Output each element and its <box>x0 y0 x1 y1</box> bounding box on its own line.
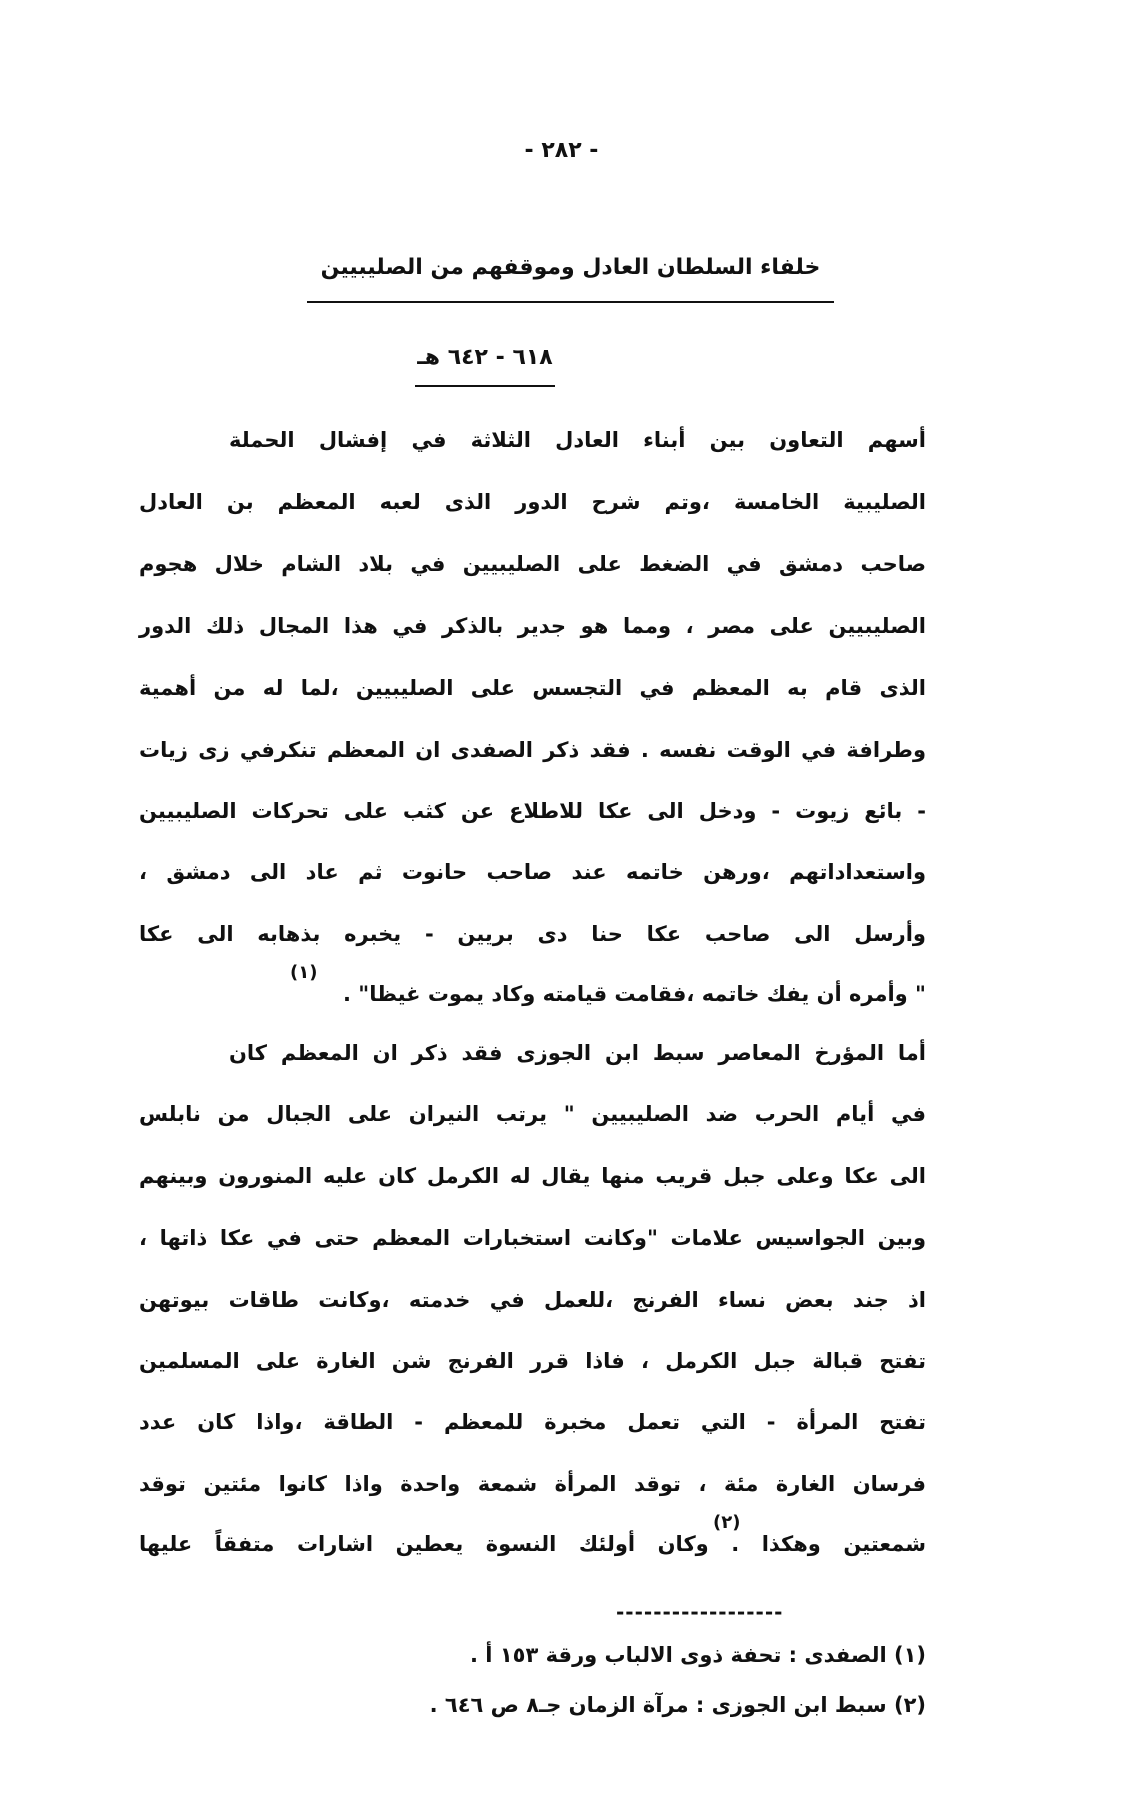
body-line: الصليبيين على مصر ، ومما هو جدير بالذكر في هذا المجال ذلك الدور <box>139 614 926 638</box>
body-line: فرسان الغارة مئة ، توقد المرأة شمعة واحدة واذا كانوا مئتين توقد <box>139 1472 926 1496</box>
body-line: واستعداداتهم ،ورهن خاتمه عند صاحب حانوت ثم عاد الى دمشق ، <box>139 860 926 884</box>
body-line: في أيام الحرب ضد الصليبيين " يرتب النيران على الجبال من نابلس <box>139 1102 926 1126</box>
body-line: شمعتين وهكذا . وكان أولئك النسوة يعطين اشارات متفقاً عليها <box>139 1532 926 1556</box>
body-line: الصليبية الخامسة ،وتم شرح الدور الذى لعبه المعظم بن العادل <box>139 490 926 514</box>
body-line: اذ جند بعض نساء الفرنج ،للعمل في خدمته ،وكانت طاقات بيوتهن <box>139 1288 926 1312</box>
date-underline <box>415 385 555 387</box>
title-underline <box>307 301 834 303</box>
body-line: وأرسل الى صاحب عكا حنا دى بريين - يخبره بذهابه الى عكا <box>139 922 926 946</box>
body-line: صاحب دمشق في الضغط على الصليبيين في بلاد الشام خلال هجوم <box>139 552 926 576</box>
date-range: ٦١٨ - ٦٤٢ هـ <box>417 345 553 370</box>
body-line: وبين الجواسيس علامات "وكانت استخبارات المعظم حتى في عكا ذاتها ، <box>139 1226 926 1250</box>
body-line: الى عكا وعلى جبل قريب منها يقال له الكرمل كان عليه المنورون وبينهم <box>139 1164 926 1188</box>
body-line: أما المؤرخ المعاصر سبط ابن الجوزى فقد ذكر ان المعظم كان <box>229 1041 926 1065</box>
footnote-separator: ------------------ <box>616 1600 784 1624</box>
body-line: الذى قام به المعظم في التجسس على الصليبيين ،لما له من أهمية <box>139 676 926 700</box>
footnote-1: (١) الصفدى : تحفة ذوى الالباب ورقة ١٥٣ أ . <box>470 1643 926 1667</box>
page-title: خلفاء السلطان العادل وموقفهم من الصليبيين <box>320 255 821 280</box>
footnote-ref-1: (١) <box>290 962 318 983</box>
page-number: - ٢٨٢ - <box>524 138 599 163</box>
body-line: أسهم التعاون بين أبناء العادل الثلاثة في إفشال الحملة <box>229 428 926 452</box>
footnote-ref-2: (٢) <box>713 1512 741 1533</box>
body-line: تفتح قبالة جبل الكرمل ، فاذا قرر الفرنج شن الغارة على المسلمين <box>139 1349 926 1373</box>
footnote-2: (٢) سبط ابن الجوزى : مرآة الزمان جـ٨ ص ٦٤٦ . <box>429 1693 926 1717</box>
body-line: - بائع زيوت - ودخل الى عكا للاطلاع عن كثب على تحركات الصليبيين <box>139 799 926 823</box>
body-line: " وأمره أن يفك خاتمه ،فقامت قيامته وكاد يموت غيظا" . <box>343 982 926 1006</box>
body-line: تفتح المرأة - التي تعمل مخبرة للمعظم - الطاقة ،واذا كان عدد <box>139 1410 926 1434</box>
body-line: وطرافة في الوقت نفسه . فقد ذكر الصفدى ان المعظم تنكرفي زى زيات <box>139 738 926 762</box>
